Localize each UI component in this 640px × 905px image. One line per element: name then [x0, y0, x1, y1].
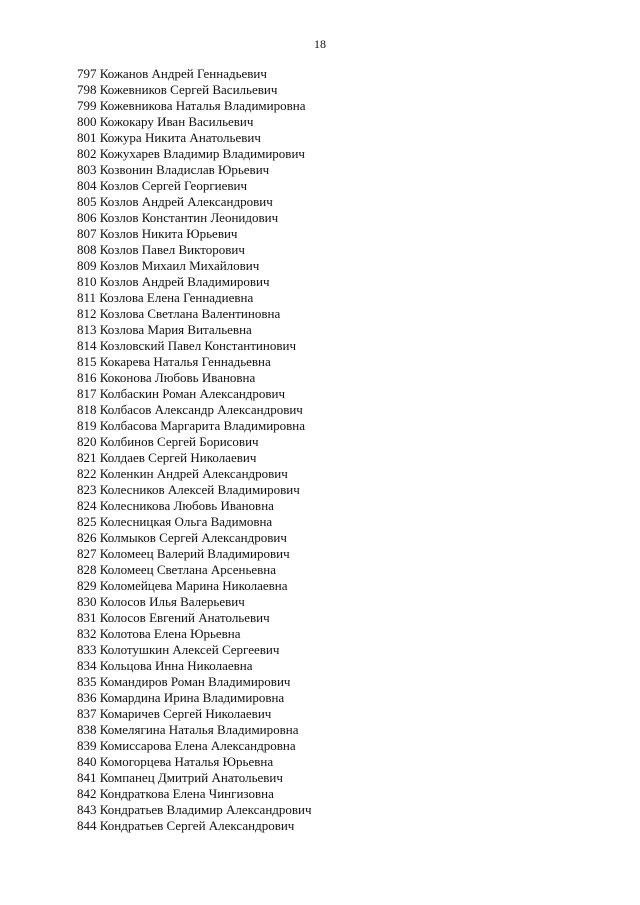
list-item: 828 Коломеец Светлана Арсеньевна — [77, 562, 277, 577]
list-item: 829 Коломейцева Марина Николаевна — [77, 578, 288, 593]
list-item: 830 Колосов Илья Валерьевич — [77, 594, 245, 609]
list-item: 836 Комардина Ирина Владимировна — [77, 690, 285, 705]
list-item: 824 Колесникова Любовь Ивановна — [77, 498, 274, 513]
list-item: 838 Комелягина Наталья Владимировна — [77, 722, 299, 737]
list-item: 807 Козлов Никита Юрьевич — [77, 226, 238, 241]
list-item: 834 Кольцова Инна Николаевна — [77, 658, 253, 673]
list-item: 837 Комаричев Сергей Николаевич — [77, 706, 272, 721]
list-item: 802 Кожухарев Владимир Владимирович — [77, 146, 305, 161]
list-item: 827 Коломеец Валерий Владимирович — [77, 546, 290, 561]
list-item: 826 Колмыков Сергей Александрович — [77, 530, 287, 545]
list-item: 813 Козлова Мария Витальевна — [77, 322, 252, 337]
list-item: 820 Колбинов Сергей Борисович — [77, 434, 259, 449]
list-item: 816 Коконова Любовь Ивановна — [77, 370, 256, 385]
list-item: 822 Коленкин Андрей Александрович — [77, 466, 288, 481]
list-item: 809 Козлов Михаил Михайлович — [77, 258, 260, 273]
list-item: 804 Козлов Сергей Георгиевич — [77, 178, 248, 193]
list-item: 797 Кожанов Андрей Геннадьевич — [77, 66, 267, 81]
list-item: 821 Колдаев Сергей Николаевич — [77, 450, 257, 465]
list-item: 841 Компанец Дмитрий Анатольевич — [77, 770, 283, 785]
list-item: 817 Колбаскин Роман Александрович — [77, 386, 286, 401]
list-item: 812 Козлова Светлана Валентиновна — [77, 306, 281, 321]
list-item: 818 Колбасов Александр Александрович — [77, 402, 303, 417]
list-item: 831 Колосов Евгений Анатольевич — [77, 610, 270, 625]
list-item: 811 Козлова Елена Геннадиевна — [77, 290, 254, 305]
list-item: 825 Колесницкая Ольга Вадимовна — [77, 514, 273, 529]
list-item: 814 Козловский Павел Константинович — [77, 338, 296, 353]
list-item: 843 Кондратьев Владимир Александрович — [77, 802, 312, 817]
name-list — [77, 66, 312, 834]
list-item: 805 Козлов Андрей Александрович — [77, 194, 273, 209]
list-item: 800 Кожокару Иван Васильевич — [77, 114, 254, 129]
list-item: 810 Козлов Андрей Владимирович — [77, 274, 270, 289]
list-item: 815 Кокарева Наталья Геннадьевна — [77, 354, 271, 369]
list-item: 842 Кондраткова Елена Чингизовна — [77, 786, 274, 801]
list-item: 844 Кондратьев Сергей Александрович — [77, 818, 295, 833]
list-item: 798 Кожевников Сергей Васильевич — [77, 82, 278, 97]
page-number: 18 — [314, 37, 326, 51]
list-item: 799 Кожевникова Наталья Владимировна — [77, 98, 306, 113]
list-item: 808 Козлов Павел Викторович — [77, 242, 245, 257]
list-item: 835 Командиров Роман Владимирович — [77, 674, 291, 689]
list-item: 840 Комогорцева Наталья Юрьевна — [77, 754, 274, 769]
list-item: 823 Колесников Алексей Владимирович — [77, 482, 300, 497]
list-item: 833 Колотушкин Алексей Сергеевич — [77, 642, 280, 657]
list-item: 806 Козлов Константин Леонидович — [77, 210, 279, 225]
list-item: 832 Колотова Елена Юрьевна — [77, 626, 241, 641]
list-item: 803 Козвонин Владислав Юрьевич — [77, 162, 270, 177]
list-item: 801 Кожура Никита Анатольевич — [77, 130, 261, 145]
list-item: 839 Комиссарова Елена Александровна — [77, 738, 296, 753]
list-item: 819 Колбасова Маргарита Владимировна — [77, 418, 306, 433]
